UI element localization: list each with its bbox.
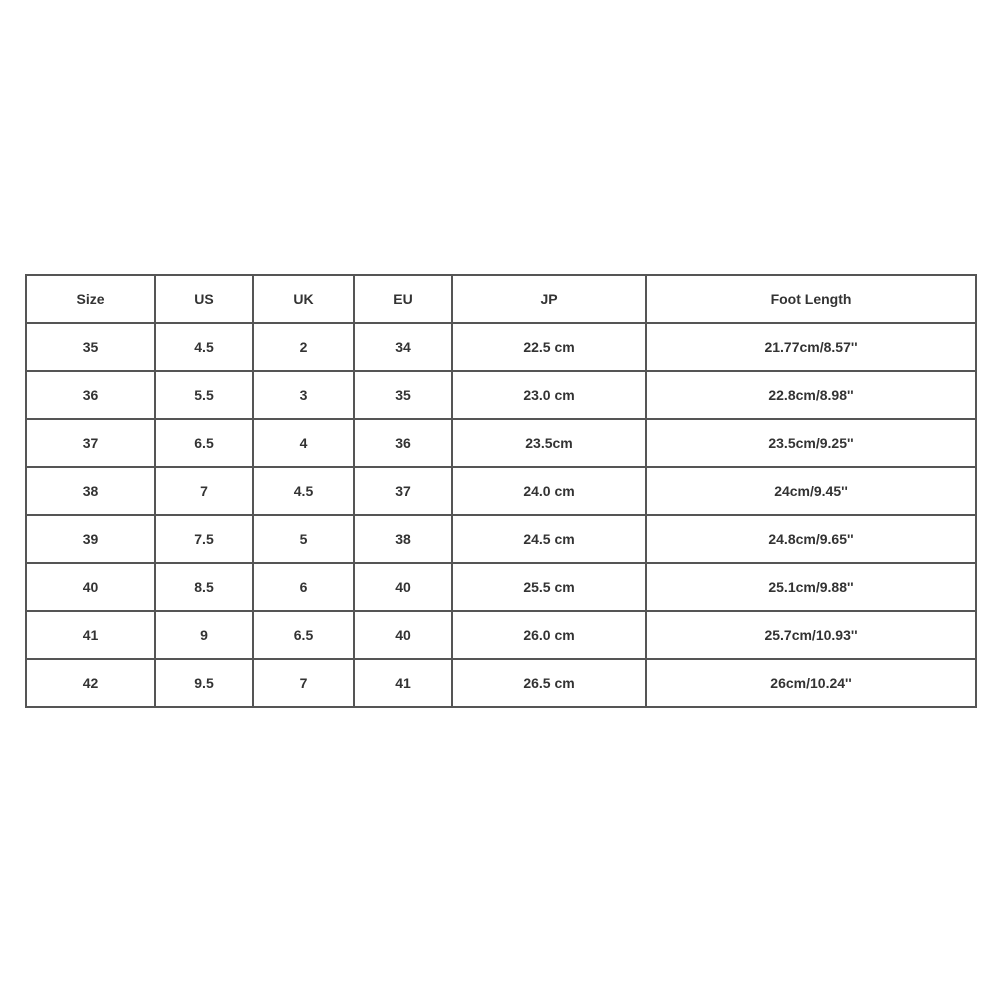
cell-jp: 22.5 cm	[452, 323, 646, 371]
table-row	[26, 515, 976, 563]
size-chart-table	[25, 274, 977, 708]
table-row	[26, 563, 976, 611]
cell-jp: 26.5 cm	[452, 659, 646, 707]
cell-us: 5.5	[155, 371, 253, 419]
cell-size: 41	[26, 611, 155, 659]
cell-foot-length: 22.8cm/8.98''	[646, 371, 976, 419]
cell-eu: 40	[354, 611, 452, 659]
cell-size: 36	[26, 371, 155, 419]
header-jp: JP	[452, 275, 646, 323]
cell-uk: 7	[253, 659, 354, 707]
cell-size: 40	[26, 563, 155, 611]
cell-uk: 3	[253, 371, 354, 419]
cell-eu: 34	[354, 323, 452, 371]
cell-foot-length: 25.7cm/10.93''	[646, 611, 976, 659]
cell-jp: 24.0 cm	[452, 467, 646, 515]
cell-foot-length: 21.77cm/8.57''	[646, 323, 976, 371]
header-foot-length: Foot Length	[646, 275, 976, 323]
cell-us: 4.5	[155, 323, 253, 371]
cell-jp: 26.0 cm	[452, 611, 646, 659]
cell-size: 37	[26, 419, 155, 467]
table-row	[26, 323, 976, 371]
header-us: US	[155, 275, 253, 323]
cell-jp: 23.5cm	[452, 419, 646, 467]
cell-us: 7	[155, 467, 253, 515]
header-eu: EU	[354, 275, 452, 323]
cell-eu: 41	[354, 659, 452, 707]
cell-size: 35	[26, 323, 155, 371]
table-header-row	[26, 275, 976, 323]
cell-us: 9.5	[155, 659, 253, 707]
cell-uk: 4	[253, 419, 354, 467]
cell-uk: 6	[253, 563, 354, 611]
cell-jp: 24.5 cm	[452, 515, 646, 563]
cell-size: 42	[26, 659, 155, 707]
cell-eu: 37	[354, 467, 452, 515]
cell-uk: 6.5	[253, 611, 354, 659]
table-row	[26, 611, 976, 659]
cell-jp: 23.0 cm	[452, 371, 646, 419]
cell-uk: 4.5	[253, 467, 354, 515]
header-size: Size	[26, 275, 155, 323]
cell-us: 9	[155, 611, 253, 659]
cell-eu: 40	[354, 563, 452, 611]
table-row	[26, 419, 976, 467]
cell-foot-length: 24cm/9.45''	[646, 467, 976, 515]
cell-us: 6.5	[155, 419, 253, 467]
cell-size: 38	[26, 467, 155, 515]
header-uk: UK	[253, 275, 354, 323]
table-row	[26, 371, 976, 419]
table-row	[26, 467, 976, 515]
cell-uk: 2	[253, 323, 354, 371]
cell-us: 8.5	[155, 563, 253, 611]
cell-uk: 5	[253, 515, 354, 563]
table-row	[26, 659, 976, 707]
cell-foot-length: 26cm/10.24''	[646, 659, 976, 707]
cell-foot-length: 25.1cm/9.88''	[646, 563, 976, 611]
cell-eu: 35	[354, 371, 452, 419]
cell-foot-length: 23.5cm/9.25''	[646, 419, 976, 467]
cell-eu: 36	[354, 419, 452, 467]
cell-us: 7.5	[155, 515, 253, 563]
cell-size: 39	[26, 515, 155, 563]
cell-foot-length: 24.8cm/9.65''	[646, 515, 976, 563]
cell-eu: 38	[354, 515, 452, 563]
table-body	[26, 323, 976, 707]
cell-jp: 25.5 cm	[452, 563, 646, 611]
